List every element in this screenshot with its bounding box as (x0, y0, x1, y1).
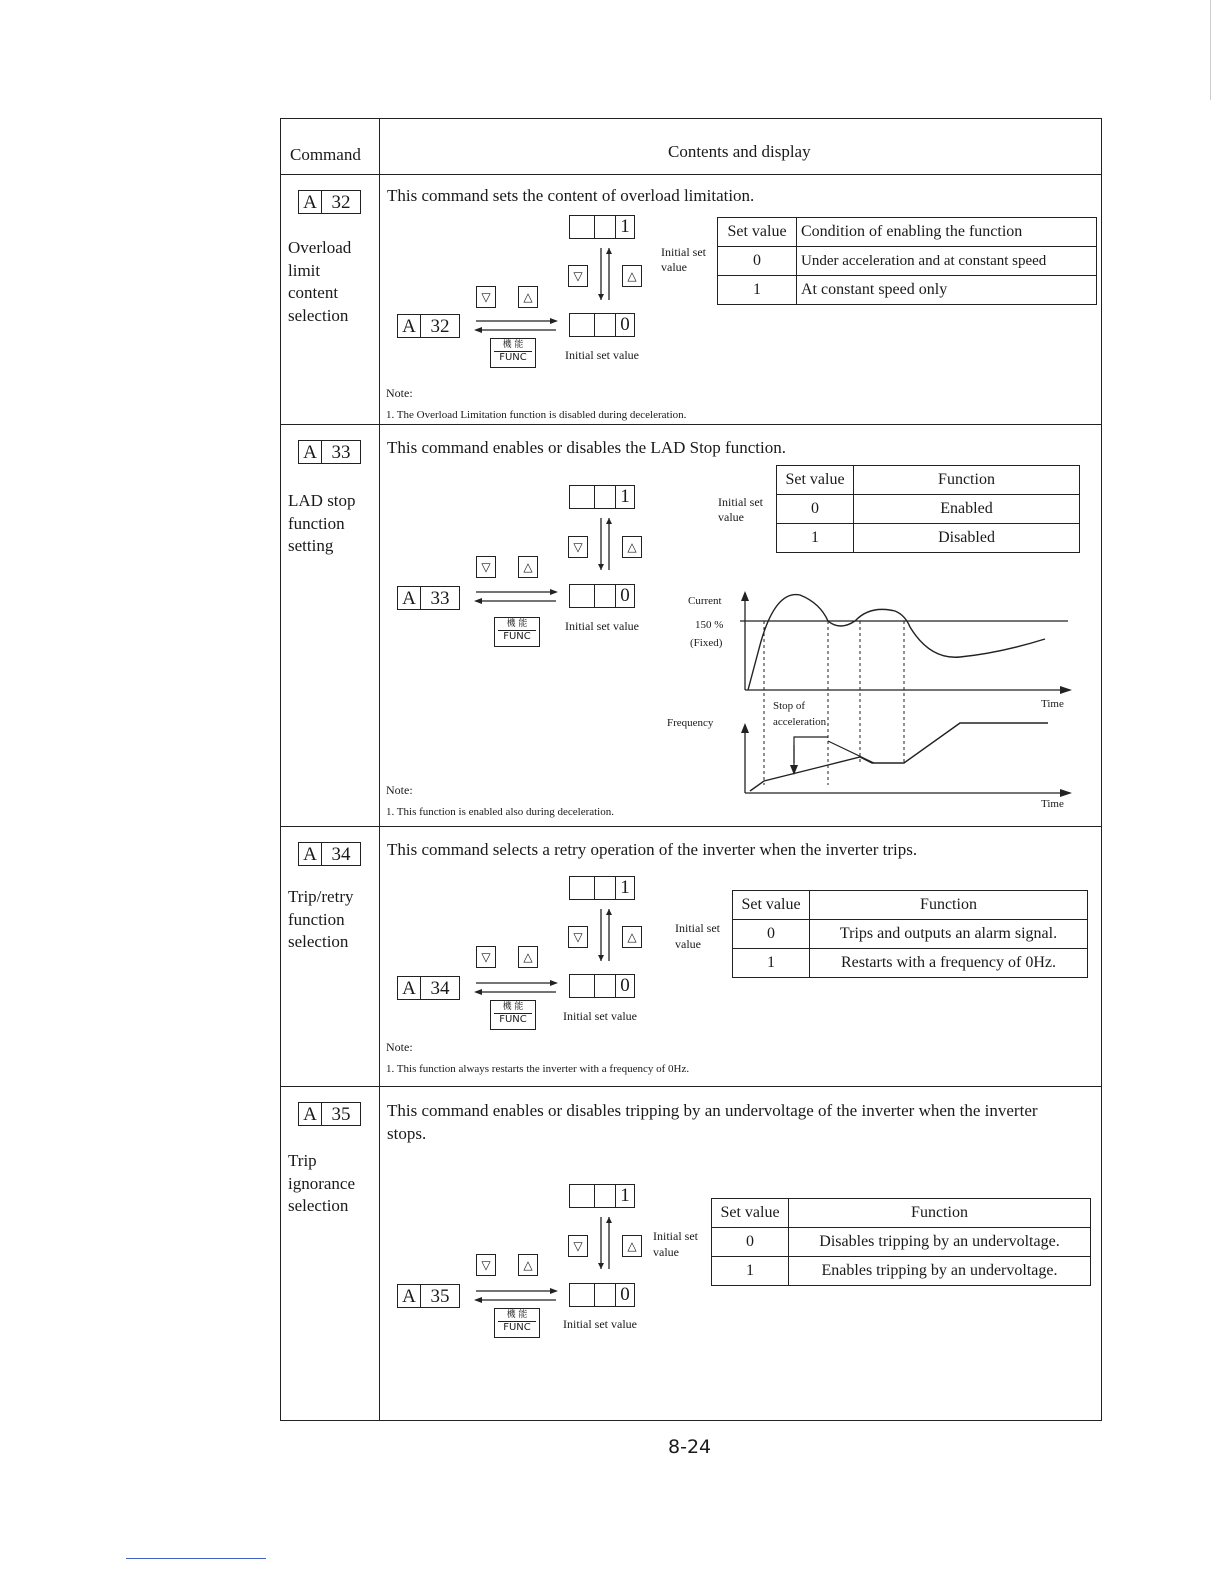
up-key-icon: △ (518, 946, 538, 968)
note-a34: 1. This function always restarts the inverter with a frequency of 0Hz. (386, 1063, 690, 1075)
set-value-table-a32: Set value Condition of enabling the function 0 Under acceleration and at constant speed 1 At constant speed only (717, 217, 1097, 305)
initial-set-value-label: Initial set value (563, 1317, 637, 1331)
command-code-a35: A 35 (298, 1102, 361, 1126)
description-a35: This command enables or disables tripping by an undervoltage of the inverter when the inverter stops. (387, 1101, 1038, 1143)
display-top: 1 (569, 215, 635, 239)
lad-stop-graph (660, 585, 1090, 815)
display-code-a33: A 33 (397, 586, 460, 610)
command-label-a32: Overload limit content selection (288, 238, 352, 325)
description-a32: This command sets the content of overload limitation. (387, 186, 755, 205)
set-value-table-a34: Set value Function 0 Trips and outputs an alarm signal. 1 Restarts with a frequency of 0Hz. (732, 890, 1088, 978)
initial-set-label: Initial set value (718, 495, 763, 524)
description-a34: This command selects a retry operation of the inverter when the inverter trips. (387, 840, 918, 859)
func-arrows-icon (472, 587, 562, 607)
func-arrows-icon (472, 978, 562, 998)
display-code-a35: A 35 (397, 1284, 460, 1308)
down-key-icon: ▽ (476, 556, 496, 578)
note-label: Note: (386, 386, 413, 400)
graph-fixed-label: (Fixed) (690, 637, 723, 649)
down-key-icon: ▽ (476, 946, 496, 968)
command-label-a33: LAD stop function setting (288, 491, 356, 555)
display-top: 1 (569, 485, 635, 509)
set-value-table-a33: Set value Function 0 Enabled 1 Disabled (776, 465, 1080, 553)
up-key-icon: △ (622, 536, 642, 558)
graph-frequency-label: Frequency (667, 717, 714, 729)
func-key: 機 能 FUNC (490, 1000, 536, 1030)
row-divider (280, 1086, 1102, 1087)
updown-arrows-icon (596, 516, 616, 572)
graph-stop-label: Stop of acceleration (773, 700, 827, 728)
page-edge (1210, 0, 1211, 100)
row-divider (280, 826, 1102, 827)
note-a32: 1. The Overload Limitation function is disabled during deceleration. (386, 409, 687, 421)
display-top: 1 (569, 876, 635, 900)
command-code-a33: A 33 (298, 440, 361, 464)
down-key-icon: ▽ (568, 536, 588, 558)
down-key-icon: ▽ (476, 1254, 496, 1276)
graph-level-label: 150 % (695, 619, 724, 631)
command-code-a34: A 34 (298, 842, 361, 866)
display-bottom: 0 (569, 313, 635, 337)
display-bottom: 0 (569, 584, 635, 608)
command-label-a35: Trip ignorance selection (288, 1151, 356, 1215)
func-arrows-icon (472, 1286, 562, 1306)
initial-set-label: Initial set value (653, 1229, 698, 1259)
display-code-a34: A 34 (397, 976, 460, 1000)
note-label: Note: (386, 1040, 413, 1054)
header-command: Command (290, 145, 361, 164)
func-arrows-icon (472, 316, 562, 336)
func-key: 機 能 FUNC (494, 1308, 540, 1338)
up-key-icon: △ (518, 556, 538, 578)
func-key: 機 能 FUNC (494, 617, 540, 647)
initial-set-value-label: Initial set value (565, 348, 639, 362)
header-contents: Contents and display (668, 142, 811, 161)
down-key-icon: ▽ (476, 286, 496, 308)
display-bottom: 0 (569, 974, 635, 998)
down-key-icon: ▽ (568, 926, 588, 948)
up-key-icon: △ (518, 1254, 538, 1276)
updown-arrows-icon (596, 246, 616, 302)
command-code-a32: A 32 (298, 190, 361, 214)
graph-time-label: Time (1041, 798, 1064, 810)
updown-arrows-icon (596, 1215, 616, 1271)
frequency-curve (750, 723, 1048, 791)
note-a33: 1. This function is enabled also during deceleration. (386, 806, 614, 818)
down-key-icon: ▽ (568, 265, 588, 287)
up-key-icon: △ (518, 286, 538, 308)
command-label-a34: Trip/retry function selection (288, 887, 354, 951)
set-value-table-a35: Set value Function 0 Disables tripping by an undervoltage. 1 Enables tripping by an undervoltage. (711, 1198, 1091, 1286)
up-key-icon: △ (622, 265, 642, 287)
row-divider (280, 424, 1102, 425)
func-key: 機 能 FUNC (490, 338, 536, 368)
page-number: 8-24 (668, 1436, 712, 1458)
note-label: Note: (386, 783, 413, 797)
graph-time-label: Time (1041, 698, 1064, 710)
updown-arrows-icon (596, 907, 616, 963)
initial-set-value-label: Initial set value (565, 619, 639, 633)
current-curve (748, 595, 1045, 690)
description-a33: This command enables or disables the LAD Stop function. (387, 438, 786, 457)
up-key-icon: △ (622, 926, 642, 948)
graph-current-label: Current (688, 595, 722, 607)
column-divider (379, 118, 380, 1421)
display-top: 1 (569, 1184, 635, 1208)
display-code-a32: A 32 (397, 314, 460, 338)
up-key-icon: △ (622, 1235, 642, 1257)
footnote-rule (126, 1558, 266, 1559)
initial-set-value-label: Initial set value (563, 1009, 637, 1023)
header-divider (280, 174, 1102, 175)
initial-set-label: Initial set value (675, 921, 720, 951)
initial-set-label: Initial set value (661, 245, 706, 274)
display-bottom: 0 (569, 1283, 635, 1307)
down-key-icon: ▽ (568, 1235, 588, 1257)
